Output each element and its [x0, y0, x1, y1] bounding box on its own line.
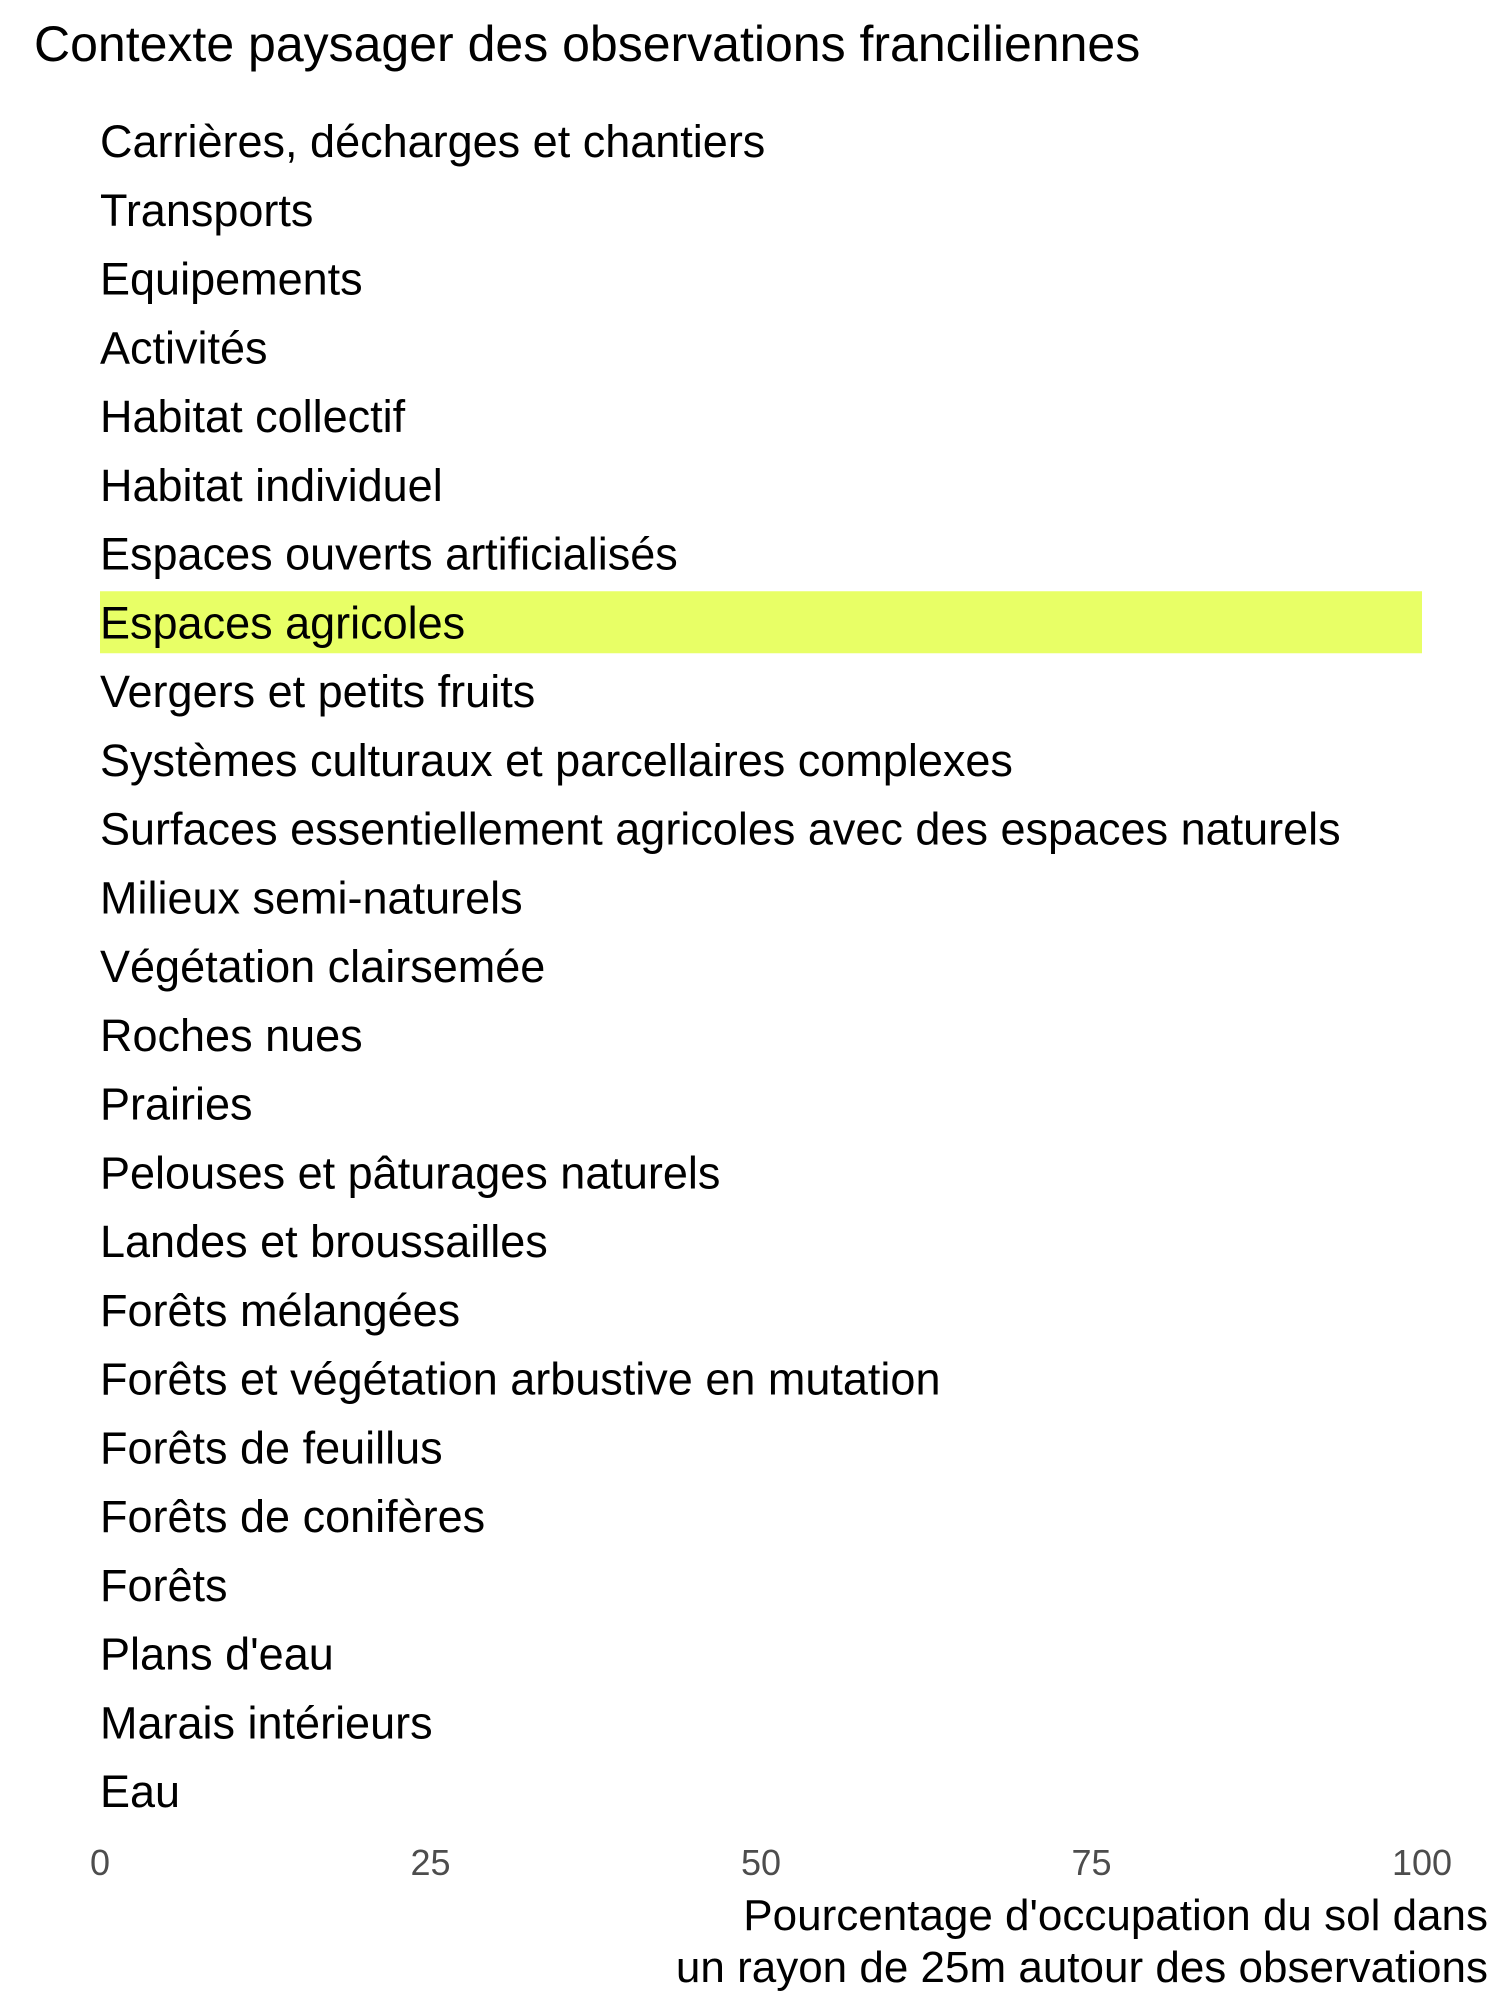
- category-label: Transports: [100, 184, 314, 236]
- x-axis-title-line: un rayon de 25m autour des observations: [675, 1943, 1488, 1992]
- x-tick-label: 0: [89, 1842, 111, 1883]
- category-label: Milieux semi-naturels: [100, 872, 523, 924]
- category-label: Surfaces essentiellement agricoles avec des espaces naturels: [100, 803, 1341, 855]
- category-label: Espaces agricoles: [100, 597, 466, 649]
- category-label: Forêts et végétation arbustive en mutation: [100, 1353, 941, 1405]
- category-label: Carrières, décharges et chantiers: [100, 116, 766, 167]
- category-label: Pelouses et pâturages naturels: [100, 1147, 721, 1199]
- category-label: Plans d'eau: [100, 1628, 334, 1680]
- category-label: Vergers et petits fruits: [100, 666, 536, 717]
- category-label: Espaces ouverts artificialisés: [100, 528, 678, 580]
- category-label: Forêts de conifères: [100, 1491, 486, 1542]
- x-tick-label: 50: [740, 1842, 782, 1883]
- category-label: Végétation clairsemée: [100, 941, 546, 992]
- chart-title: Contexte paysager des observations franciliennes: [34, 16, 1141, 72]
- category-label: Activités: [100, 322, 268, 374]
- category-label: Systèmes culturaux et parcellaires complexes: [100, 734, 1013, 786]
- category-label: Forêts de feuillus: [100, 1422, 443, 1474]
- x-axis-title: [676, 1891, 1488, 1992]
- category-label: Roches nues: [100, 1009, 363, 1061]
- category-label: Habitat collectif: [100, 391, 406, 442]
- x-axis-tick-labels: [90, 1842, 1452, 1883]
- x-axis-title-line: Pourcentage d'occupation du sol dans: [743, 1891, 1488, 1940]
- category-label: Habitat individuel: [100, 459, 443, 511]
- x-tick-label: 100: [1391, 1842, 1453, 1883]
- category-label: Prairies: [100, 1078, 253, 1130]
- x-tick-label: 75: [1071, 1842, 1112, 1883]
- category-label: Eau: [100, 1766, 181, 1817]
- category-label: Equipements: [100, 253, 363, 305]
- category-label: Landes et broussailles: [100, 1216, 548, 1267]
- category-label: Forêts: [100, 1559, 228, 1611]
- category-label: Forêts mélangées: [100, 1284, 461, 1336]
- category-labels: [100, 116, 1341, 1817]
- x-tick-label: 25: [410, 1842, 451, 1883]
- category-label: Marais intérieurs: [100, 1697, 433, 1749]
